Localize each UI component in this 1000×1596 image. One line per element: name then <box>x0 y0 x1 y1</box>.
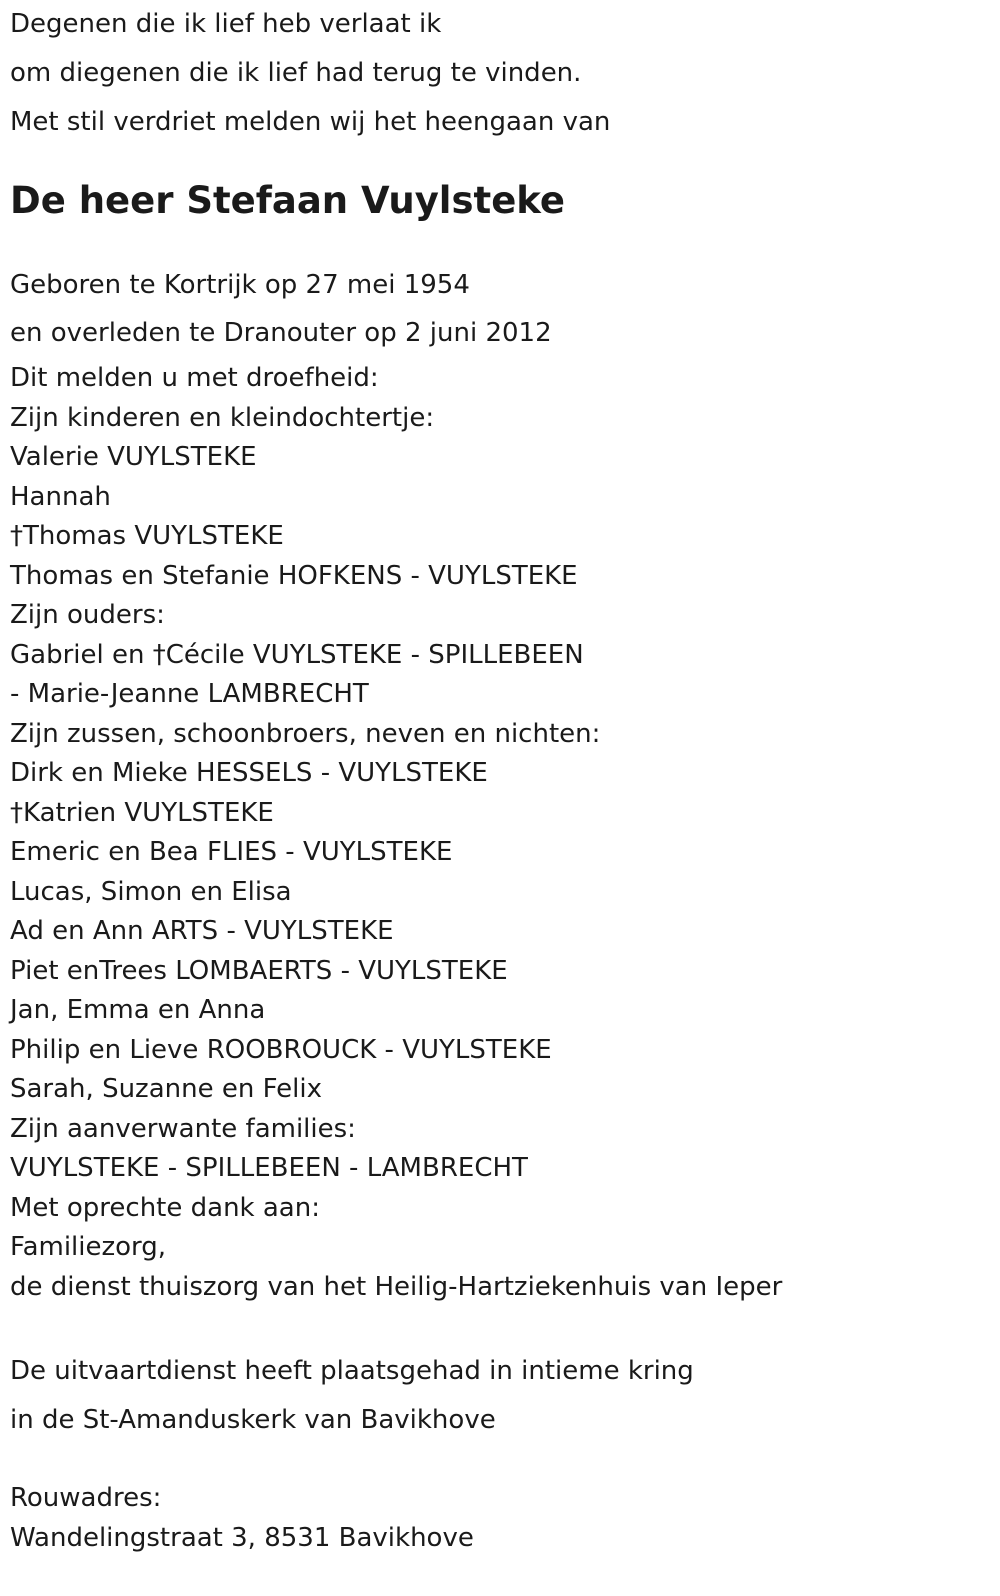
address-label: Rouwadres: <box>10 1483 162 1513</box>
family-line: Emeric en Bea FLIES - VUYLSTEKE <box>10 837 453 867</box>
intro-line: om diegenen die ik lief had terug te vinden. <box>10 58 582 88</box>
family-line: Piet enTrees LOMBAERTS - VUYLSTEKE <box>10 955 508 986</box>
death-line: en overleden te Dranouter op 2 juni 2012 <box>10 318 552 348</box>
family-line: Dirk en Mieke HESSELS - VUYLSTEKE <box>10 758 488 788</box>
family-line: Zijn zussen, schoonbroers, neven en nichten: <box>10 718 601 749</box>
family-line: †Thomas VUYLSTEKE <box>10 521 284 551</box>
family-line: Familiezorg, <box>10 1232 167 1262</box>
intro-line: Met stil verdriet melden wij het heengaan van <box>10 107 611 137</box>
family-list <box>10 359 990 1307</box>
family-line: Zijn kinderen en kleindochtertje: <box>10 402 435 433</box>
family-line: Sarah, Suzanne en Felix <box>10 1074 322 1104</box>
family-line: Philip en Lieve ROOBROUCK - VUYLSTEKE <box>10 1034 552 1065</box>
family-line: Dit melden u met droefheid: <box>10 363 379 393</box>
family-line: VUYLSTEKE - SPILLEBEEN - LAMBRECHT <box>10 1153 528 1183</box>
family-line: Hannah <box>10 481 111 512</box>
mourning-address <box>10 1479 990 1558</box>
spacer <box>10 1445 990 1479</box>
family-line: Zijn aanverwante families: <box>10 1113 356 1144</box>
family-line: Gabriel en †Cécile VUYLSTEKE - SPILLEBEEN <box>10 639 584 670</box>
address-value: Wandelingstraat 3, 8531 Bavikhove <box>10 1522 474 1553</box>
service-line: De uitvaartdienst heeft plaatsgehad in intieme kring <box>10 1356 694 1386</box>
family-line: Met oprechte dank aan: <box>10 1192 320 1223</box>
family-line: †Katrien VUYLSTEKE <box>10 797 274 828</box>
intro-verse <box>10 0 990 147</box>
family-line: - Marie-Jeanne LAMBRECHT <box>10 679 369 709</box>
family-line: Ad en Ann ARTS - VUYLSTEKE <box>10 916 394 946</box>
family-line: Lucas, Simon en Elisa <box>10 876 292 907</box>
funeral-service <box>10 1347 990 1445</box>
birth-line: Geboren te Kortrijk op 27 mei 1954 <box>10 270 470 300</box>
family-line: Zijn ouders: <box>10 600 165 630</box>
obituary-notice <box>10 0 990 1558</box>
family-line: Thomas en Stefanie HOFKENS - VUYLSTEKE <box>10 560 578 591</box>
intro-line: Degenen die ik lief heb verlaat ik <box>10 9 442 39</box>
deceased-name: De heer Stefaan Vuylsteke <box>10 179 565 222</box>
life-dates <box>10 261 990 357</box>
service-line: in de St-Amanduskerk van Bavikhove <box>10 1405 496 1435</box>
family-line: de dienst thuiszorg van het Heilig-Hartziekenhuis van Ieper <box>10 1271 783 1302</box>
spacer <box>10 1307 990 1347</box>
family-line: Jan, Emma en Anna <box>10 995 266 1025</box>
family-line: Valerie VUYLSTEKE <box>10 442 257 472</box>
